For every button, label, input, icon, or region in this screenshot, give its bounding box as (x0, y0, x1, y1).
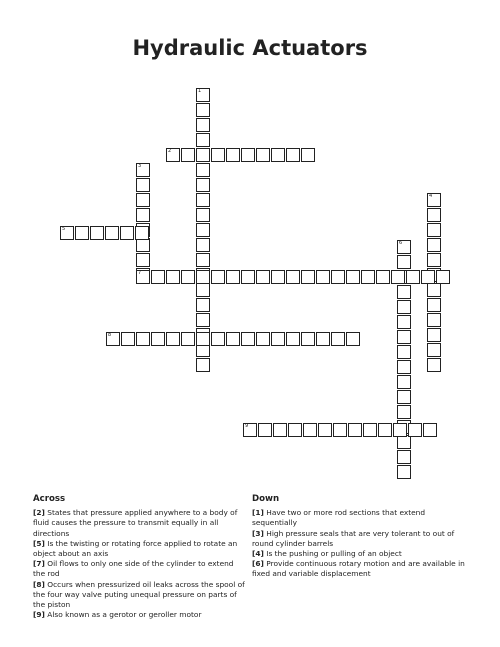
grid-cell[interactable] (241, 332, 255, 346)
grid-cell[interactable] (427, 343, 441, 357)
clue-number: [9] (33, 610, 45, 620)
clue-text: Is the pushing or pulling of an object (266, 549, 402, 559)
grid-cell[interactable] (166, 332, 180, 346)
grid-cell[interactable] (181, 270, 195, 284)
clue-number: [4] (252, 549, 264, 559)
grid-cell[interactable] (348, 423, 362, 437)
grid-cell[interactable] (408, 423, 422, 437)
grid-cell[interactable] (301, 332, 315, 346)
puzzle-title: Hydraulic Actuators (132, 36, 368, 60)
grid-cell[interactable] (196, 223, 210, 237)
cell-number: 1 (198, 88, 202, 94)
grid-cell[interactable] (258, 423, 272, 437)
grid-cell[interactable] (256, 270, 270, 284)
clue-number: [7] (33, 559, 45, 569)
grid-cell[interactable] (196, 178, 210, 192)
grid-cell[interactable] (397, 450, 411, 464)
grid-cell[interactable] (196, 133, 210, 147)
clue-text: Provide continuous rotary motion and are available in fixed and variable displacement (252, 559, 465, 579)
cell-number: 7 (138, 270, 142, 276)
grid-cell[interactable] (181, 148, 195, 162)
grid-cell[interactable] (136, 332, 150, 346)
grid-cell[interactable] (397, 300, 411, 314)
grid-cell[interactable] (120, 226, 134, 240)
grid-cell[interactable] (166, 270, 180, 284)
grid-cell[interactable] (256, 332, 270, 346)
clue-text: High pressure seals that are very tolerant to out of round cylinder barrels (252, 528, 455, 548)
grid-cell[interactable] (397, 240, 411, 254)
grid-cell[interactable] (196, 163, 210, 177)
grid-cell[interactable] (363, 423, 377, 437)
clue-number: [1] (252, 508, 264, 518)
grid-cell[interactable] (397, 360, 411, 374)
down-clue (252, 529, 467, 549)
grid-cell[interactable] (397, 405, 411, 419)
grid-cell[interactable] (196, 148, 210, 162)
grid-cell[interactable] (196, 270, 210, 284)
grid-cell[interactable] (211, 332, 225, 346)
grid-cell[interactable] (427, 328, 441, 342)
cell-number: 3 (138, 163, 142, 169)
grid-cell[interactable] (136, 208, 150, 222)
grid-cell[interactable] (196, 298, 210, 312)
grid-cell[interactable] (196, 332, 210, 346)
grid-cell[interactable] (288, 423, 302, 437)
grid-cell[interactable] (393, 423, 407, 437)
grid-cell[interactable] (346, 332, 360, 346)
grid-cell[interactable] (376, 270, 390, 284)
grid-cell[interactable] (181, 332, 195, 346)
grid-cell[interactable] (286, 148, 300, 162)
grid-cell[interactable] (60, 226, 74, 240)
grid-cell[interactable] (397, 390, 411, 404)
grid-cell[interactable] (397, 330, 411, 344)
grid-cell[interactable] (346, 270, 360, 284)
grid-cell[interactable] (271, 332, 285, 346)
across-clue (33, 559, 245, 579)
grid-cell[interactable] (196, 88, 210, 102)
grid-cell[interactable] (211, 148, 225, 162)
grid-cell[interactable] (427, 238, 441, 252)
across-clue (33, 539, 245, 559)
clue-text: States that pressure applied anywhere to a body of fluid causes the pressure to transmit equally in all directions (33, 508, 238, 538)
grid-cell[interactable] (378, 423, 392, 437)
grid-cell[interactable] (226, 270, 240, 284)
grid-cell[interactable] (196, 193, 210, 207)
down-clue (252, 549, 467, 559)
across-clue (33, 610, 245, 620)
grid-cell[interactable] (427, 358, 441, 372)
across-clues (33, 494, 245, 620)
grid-cell[interactable] (427, 283, 441, 297)
grid-cell[interactable] (331, 270, 345, 284)
grid-cell[interactable] (397, 315, 411, 329)
grid-cell[interactable] (75, 226, 89, 240)
grid-cell[interactable] (397, 465, 411, 479)
across-clue (33, 580, 245, 611)
grid-cell[interactable] (105, 226, 119, 240)
clue-text: Have two or more rod sections that extend sequentially (252, 508, 426, 528)
grid-cell[interactable] (136, 238, 150, 252)
grid-cell[interactable] (241, 148, 255, 162)
grid-cell[interactable] (427, 193, 441, 207)
cell-number: 5 (62, 226, 66, 232)
grid-cell[interactable] (196, 208, 210, 222)
down-heading: Down (252, 494, 280, 504)
grid-cell[interactable] (151, 332, 165, 346)
clue-number: [2] (33, 508, 45, 518)
grid-cell[interactable] (196, 358, 210, 372)
grid-cell[interactable] (331, 332, 345, 346)
grid-cell[interactable] (406, 270, 420, 284)
grid-cell[interactable] (243, 423, 257, 437)
clue-number: [6] (252, 559, 264, 569)
grid-cell[interactable] (286, 332, 300, 346)
clue-text: Also known as a gerotor or geroller motor (47, 610, 202, 620)
grid-cell[interactable] (196, 283, 210, 297)
grid-cell[interactable] (166, 148, 180, 162)
cell-number: 2 (168, 148, 172, 154)
clue-number: [8] (33, 579, 45, 589)
grid-cell[interactable] (303, 423, 317, 437)
cell-number: 9 (245, 423, 249, 429)
grid-cell[interactable] (196, 313, 210, 327)
grid-cell[interactable] (397, 255, 411, 269)
grid-cell[interactable] (301, 270, 315, 284)
grid-cell[interactable] (436, 270, 450, 284)
clue-number: [5] (33, 538, 45, 548)
grid-cell[interactable] (136, 178, 150, 192)
grid-cell[interactable] (271, 148, 285, 162)
down-clue (252, 559, 467, 579)
grid-cell[interactable] (151, 270, 165, 284)
grid-cell[interactable] (226, 332, 240, 346)
grid-cell[interactable] (333, 423, 347, 437)
grid-cell[interactable] (427, 223, 441, 237)
grid-cell[interactable] (421, 270, 435, 284)
grid-cell[interactable] (427, 313, 441, 327)
down-clues (252, 494, 467, 580)
grid-cell[interactable] (397, 345, 411, 359)
grid-cell[interactable] (90, 226, 104, 240)
grid-cell[interactable] (316, 332, 330, 346)
grid-cell[interactable] (427, 298, 441, 312)
grid-cell[interactable] (286, 270, 300, 284)
grid-cell[interactable] (196, 238, 210, 252)
grid-cell[interactable] (318, 423, 332, 437)
clue-text: Oil flows to only one side of the cylinder to extend the rod (33, 559, 234, 579)
grid-cell[interactable] (241, 270, 255, 284)
grid-cell[interactable] (427, 208, 441, 222)
clue-text: Is the twisting or rotating force applied to rotate an object about an axis (33, 538, 238, 559)
grid-cell[interactable] (136, 270, 150, 284)
grid-cell[interactable] (271, 270, 285, 284)
grid-cell[interactable] (397, 435, 411, 449)
cell-number: 8 (108, 332, 112, 338)
grid-cell[interactable] (196, 118, 210, 132)
grid-cell[interactable] (196, 103, 210, 117)
grid-cell[interactable] (136, 253, 150, 267)
down-clue (252, 508, 467, 528)
grid-cell[interactable] (391, 270, 405, 284)
across-clue (33, 508, 245, 539)
clue-number: [3] (252, 528, 264, 538)
grid-cell[interactable] (273, 423, 287, 437)
cell-number: 6 (399, 240, 403, 246)
grid-cell[interactable] (196, 253, 210, 267)
grid-cell[interactable] (106, 332, 120, 346)
grid-cell[interactable] (136, 193, 150, 207)
grid-cell[interactable] (136, 163, 150, 177)
across-heading: Across (33, 494, 66, 504)
grid-cell[interactable] (121, 332, 135, 346)
clue-text: Occurs when pressurized oil leaks across the spool of the four way valve puting unequal pressure on parts of the piston (33, 579, 245, 610)
grid-cell[interactable] (256, 148, 270, 162)
grid-cell[interactable] (211, 270, 225, 284)
cell-number: 4 (429, 193, 433, 199)
grid-cell[interactable] (427, 253, 441, 267)
grid-cell[interactable] (135, 226, 149, 240)
grid-cell[interactable] (361, 270, 375, 284)
grid-cell[interactable] (397, 285, 411, 299)
grid-cell[interactable] (301, 148, 315, 162)
grid-cell[interactable] (423, 423, 437, 437)
grid-cell[interactable] (397, 375, 411, 389)
grid-cell[interactable] (316, 270, 330, 284)
grid-cell[interactable] (226, 148, 240, 162)
